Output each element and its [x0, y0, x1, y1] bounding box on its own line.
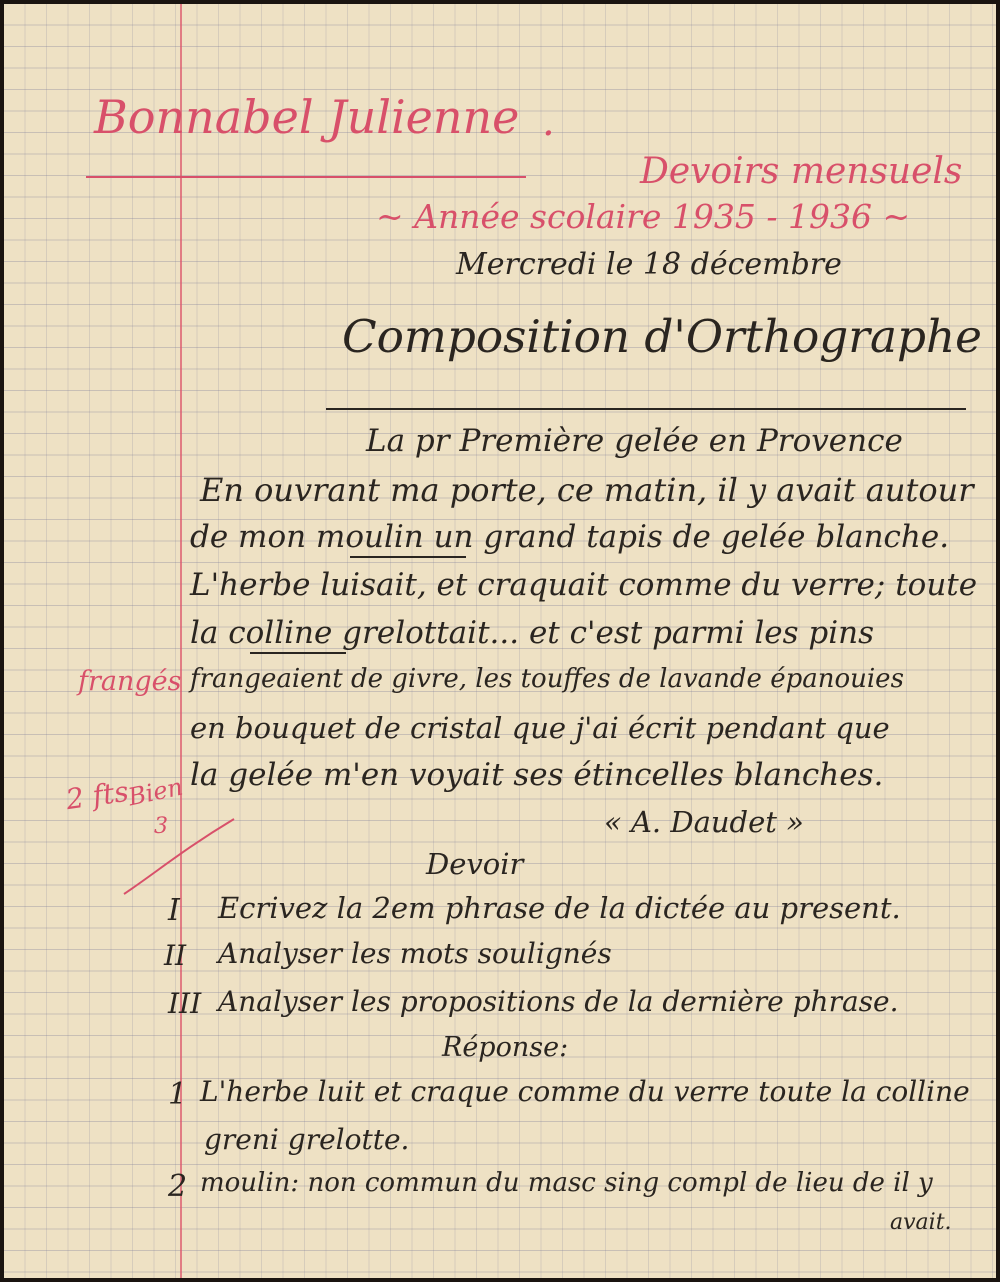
- devoir-number-2: II: [164, 939, 187, 972]
- devoir-item-2: Analyser les mots soulignés: [218, 937, 612, 970]
- notebook-page: [4, 4, 996, 1278]
- page-title: Composition d'Orthographe: [342, 310, 982, 363]
- dictation-line-3: L'herbe luisait, et craquait comme du verre; toute: [190, 567, 978, 603]
- margin-grade: 2 fts: [63, 774, 131, 817]
- devoir-number-1: I: [168, 893, 180, 928]
- underline-colline: [250, 652, 346, 654]
- student-name: Bonnabel Julienne: [94, 90, 520, 144]
- dictation-line-6: en bouquet de cristal que j'ai écrit pendant que: [190, 711, 890, 745]
- devoir-number-3: III: [168, 987, 202, 1020]
- devoir-item-3: Analyser les propositions de la dernière phrase.: [218, 985, 899, 1018]
- school-year: ~ Année scolaire 1935 - 1936 ~: [376, 197, 911, 236]
- subtitle: Devoirs mensuels: [640, 151, 963, 192]
- reponse-number-1: 1: [168, 1077, 188, 1112]
- reponse-item-2: moulin: non commun du masc sing compl de lieu de il y: [200, 1168, 933, 1198]
- underline-moulin: [350, 556, 466, 558]
- dictation-title: La pr Première gelée en Provence: [366, 423, 903, 459]
- devoir-title: Devoir: [426, 847, 524, 881]
- reponse-item-2-cont: avait.: [890, 1210, 952, 1235]
- dictation-line-5: frangeaient de givre, les touffes de lavande épanouies: [190, 664, 904, 694]
- reponse-item-1: L'herbe luit et craque comme du verre toute la colline: [200, 1075, 970, 1108]
- dictation-line-1: En ouvrant ma porte, ce matin, il y avait autour: [200, 471, 974, 509]
- margin-correction: frangés: [78, 666, 182, 697]
- reponse-number-2: 2: [168, 1169, 188, 1204]
- dictation-author: « A. Daudet »: [604, 805, 804, 839]
- margin-comment: Bien: [125, 772, 186, 812]
- devoir-item-1: Ecrivez la 2em phrase de la dictée au present.: [218, 891, 901, 925]
- dictation-line-2: de mon moulin un grand tapis de gelée blanche.: [190, 519, 950, 555]
- dictation-line-7: la gelée m'en voyait ses étincelles blanches.: [190, 757, 884, 793]
- dictation-line-4: la colline grelottait... et c'est parmi les pins: [190, 615, 875, 651]
- margin-comment-number: 3: [154, 814, 168, 839]
- title-underline: [326, 408, 966, 410]
- name-underline: [86, 176, 526, 178]
- student-name-period: .: [542, 99, 555, 145]
- reponse-item-1-cont: greni grelotte.: [204, 1123, 410, 1156]
- reponse-title: Réponse:: [442, 1032, 569, 1063]
- date: Mercredi le 18 décembre: [456, 247, 842, 282]
